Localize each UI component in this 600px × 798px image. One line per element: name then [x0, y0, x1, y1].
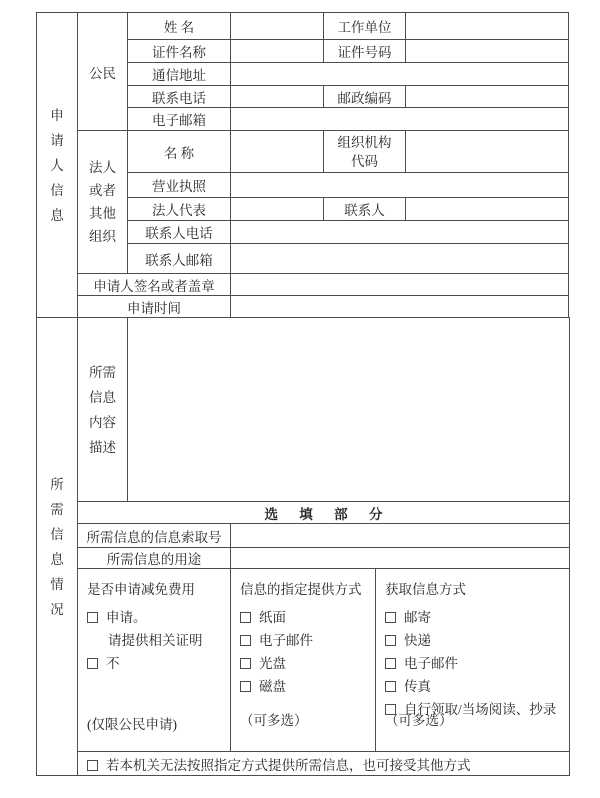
checkbox-paper-icon[interactable]	[240, 612, 251, 623]
email-label: 电子邮箱	[128, 108, 231, 131]
checkbox-cd-icon[interactable]	[240, 658, 251, 669]
org-name-label: 名 称	[128, 131, 231, 173]
delivery-multi-select-note: （可多选）	[240, 713, 308, 728]
cert-no-value-cell[interactable]	[406, 40, 569, 63]
checkbox-email-icon[interactable]	[240, 635, 251, 646]
org-code-label: 组织机构代码	[324, 131, 406, 173]
group-label-organization	[78, 131, 128, 274]
section-label-needed-info	[37, 318, 78, 776]
signature-value-cell[interactable]	[231, 274, 569, 296]
section-label-applicant-info	[37, 13, 78, 318]
address-label: 通信地址	[128, 63, 231, 86]
checkbox-disk-icon[interactable]	[240, 681, 251, 692]
obtain-option-fax: 传真	[385, 675, 565, 698]
apply-time-label: 申请时间	[78, 296, 231, 318]
obtain-option-self-pickup: 自行领取/当场阅读、抄录	[385, 698, 565, 721]
contact-label: 联系人	[324, 198, 406, 221]
contact-phone-label: 联系人电话	[128, 221, 231, 244]
phone-label: 联系电话	[128, 86, 231, 108]
org-name-value-cell[interactable]	[231, 131, 324, 173]
fallback-method-note: 若本机关无法按照指定方式提供所需信息，也可接受其他方式	[106, 757, 471, 773]
requested-info-table	[36, 317, 570, 776]
rep-label: 法人代表	[128, 198, 231, 221]
obtain-method-cell	[376, 569, 570, 752]
work-unit-value-cell[interactable]	[406, 13, 569, 40]
obtain-option-email: 电子邮件	[385, 652, 565, 675]
usage-label: 所需信息的用途	[78, 548, 231, 569]
checkbox-obtain-email-icon[interactable]	[385, 658, 396, 669]
fallback-method-cell	[78, 752, 570, 776]
index-number-value-cell[interactable]	[231, 524, 570, 548]
description-label: 所需信息内容描述	[78, 318, 128, 502]
license-value-cell[interactable]	[231, 173, 569, 198]
name-value-cell[interactable]	[231, 13, 324, 40]
cert-name-value-cell[interactable]	[231, 40, 324, 63]
delivery-method-cell	[231, 569, 376, 752]
rep-value-cell[interactable]	[231, 198, 324, 221]
address-value-cell[interactable]	[231, 63, 569, 86]
delivery-option-disk: 磁盘	[240, 675, 371, 698]
apply-time-value-cell[interactable]	[231, 296, 569, 318]
fee-option-apply: 申请。	[87, 606, 226, 629]
applicant-info-vertical-label: 申请人信息	[50, 107, 64, 223]
cert-no-label: 证件号码	[324, 40, 406, 63]
obtain-option-post: 邮寄	[385, 606, 565, 629]
fee-citizen-only-note: (仅限公民申请)	[87, 717, 177, 732]
group-label-citizen: 公民	[78, 13, 128, 131]
checkbox-fax-icon[interactable]	[385, 681, 396, 692]
applicant-info-table	[36, 12, 569, 318]
contact-value-cell[interactable]	[406, 198, 569, 221]
phone-value-cell[interactable]	[231, 86, 324, 108]
contact-phone-value-cell[interactable]	[231, 221, 569, 244]
optional-section-header: 选 填 部 分	[78, 502, 570, 524]
needed-info-vertical-label: 所需信息情况	[50, 476, 64, 617]
obtain-multi-select-note: （可多选）	[385, 713, 453, 728]
description-value-cell[interactable]	[128, 318, 570, 502]
delivery-option-paper: 纸面	[240, 606, 371, 629]
fee-apply-proof-note: 请提供相关证明	[108, 633, 203, 648]
contact-email-value-cell[interactable]	[231, 244, 569, 274]
org-code-value-cell[interactable]	[406, 131, 569, 173]
checkbox-no-icon[interactable]	[87, 658, 98, 669]
license-label: 营业执照	[128, 173, 231, 198]
cert-name-label: 证件名称	[128, 40, 231, 63]
work-unit-label: 工作单位	[324, 13, 406, 40]
delivery-method-title: 信息的指定提供方式	[240, 582, 362, 597]
postcode-label: 邮政编码	[324, 86, 406, 108]
index-number-label: 所需信息的信息索取号	[78, 524, 231, 548]
name-label: 姓 名	[128, 13, 231, 40]
fee-waiver-cell	[78, 569, 231, 752]
checkbox-post-icon[interactable]	[385, 612, 396, 623]
signature-label: 申请人签名或者盖章	[78, 274, 231, 296]
delivery-option-email: 电子邮件	[240, 629, 371, 652]
delivery-option-cd: 光盘	[240, 652, 371, 675]
fee-waiver-title: 是否申请减免费用	[87, 582, 195, 597]
checkbox-apply-icon[interactable]	[87, 612, 98, 623]
contact-email-label: 联系人邮箱	[128, 244, 231, 274]
organization-group-label: 法人或者其他组织	[89, 160, 116, 244]
obtain-option-express: 快递	[385, 629, 565, 652]
postcode-value-cell[interactable]	[406, 86, 569, 108]
obtain-method-title: 获取信息方式	[385, 582, 466, 597]
email-value-cell[interactable]	[231, 108, 569, 131]
fee-option-no: 不	[87, 652, 226, 675]
checkbox-express-icon[interactable]	[385, 635, 396, 646]
checkbox-accept-other-icon[interactable]	[87, 760, 98, 771]
application-form	[36, 12, 569, 776]
usage-value-cell[interactable]	[231, 548, 570, 569]
